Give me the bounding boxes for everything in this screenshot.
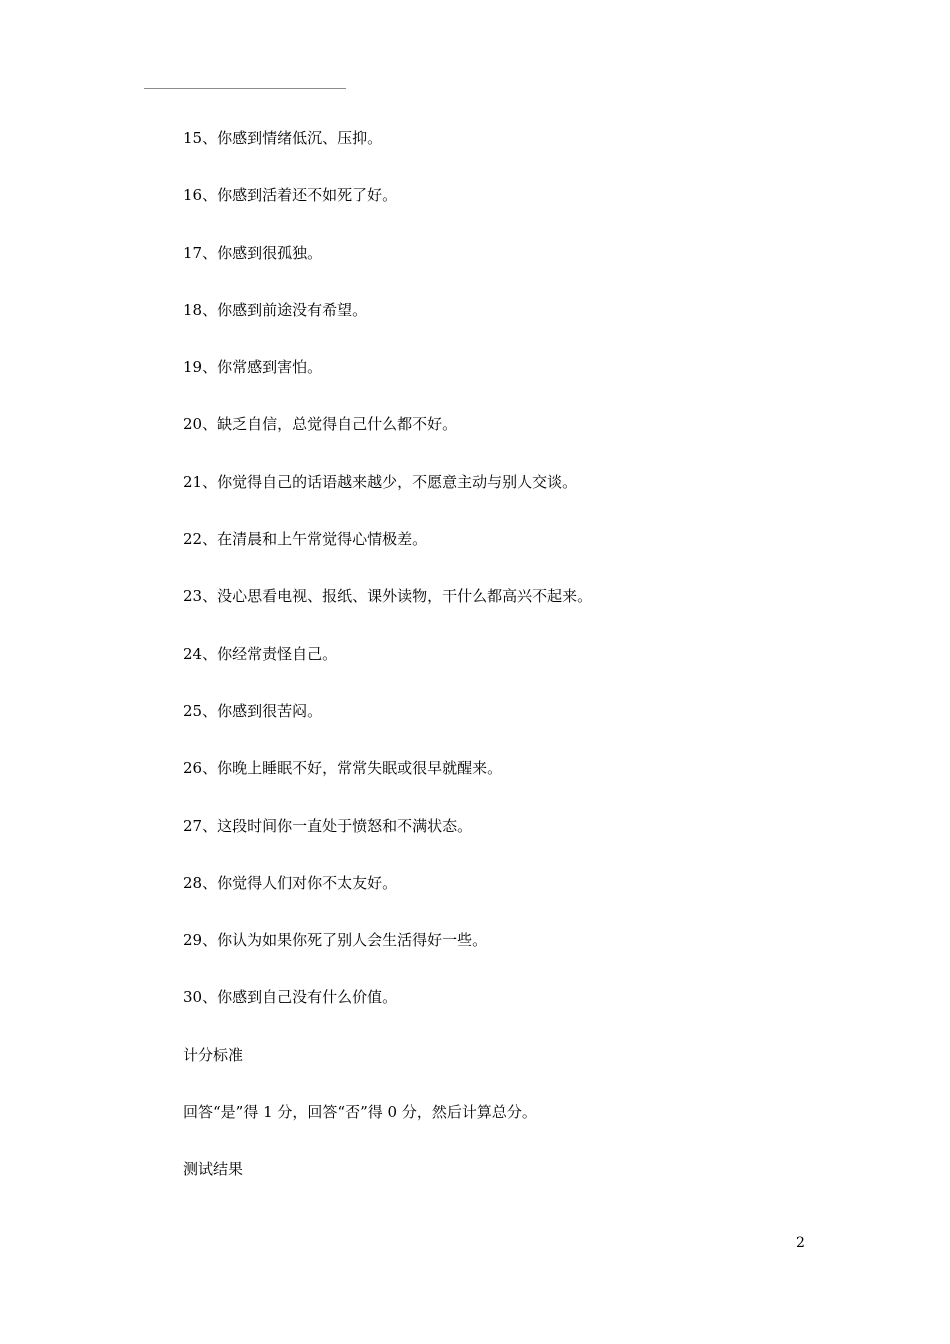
list-item: 19、你常感到害怕。 bbox=[183, 358, 323, 377]
list-item: 17、你感到很孤独。 bbox=[183, 243, 323, 262]
list-item: 24、你经常责怪自己。 bbox=[183, 644, 338, 663]
list-item: 30、你感到自己没有什么价值。 bbox=[183, 988, 398, 1007]
list-item: 18、你感到前途没有希望。 bbox=[183, 300, 368, 319]
list-item: 23、没心思看电视、报纸、课外读物，干什么都高兴不起来。 bbox=[183, 587, 593, 606]
list-item: 26、你晚上睡眠不好，常常失眠或很早就醒来。 bbox=[183, 759, 503, 778]
list-item: 20、缺乏自信，总觉得自己什么都不好。 bbox=[183, 415, 458, 434]
result-heading: 测试结果 bbox=[183, 1160, 244, 1179]
page-number: 2 bbox=[796, 1235, 805, 1251]
list-item: 21、你觉得自己的话语越来越少，不愿意主动与别人交谈。 bbox=[183, 472, 578, 491]
header-rule bbox=[144, 88, 346, 89]
scoring-heading: 计分标准 bbox=[183, 1045, 244, 1064]
scoring-text: 回答“是”得 1 分，回答“否”得 0 分，然后计算总分。 bbox=[183, 1103, 537, 1122]
list-item: 25、你感到很苦闷。 bbox=[183, 701, 323, 720]
list-item: 15、你感到情绪低沉、压抑。 bbox=[183, 129, 383, 147]
list-item: 16、你感到活着还不如死了好。 bbox=[183, 186, 398, 205]
document-body bbox=[183, 126, 823, 1215]
list-item: 27、这段时间你一直处于愤怒和不满状态。 bbox=[183, 816, 473, 835]
list-item: 29、你认为如果你死了别人会生活得好一些。 bbox=[183, 931, 488, 950]
list-item: 28、你觉得人们对你不太友好。 bbox=[183, 873, 398, 892]
list-item: 22、在清晨和上午常觉得心情极差。 bbox=[183, 530, 428, 549]
